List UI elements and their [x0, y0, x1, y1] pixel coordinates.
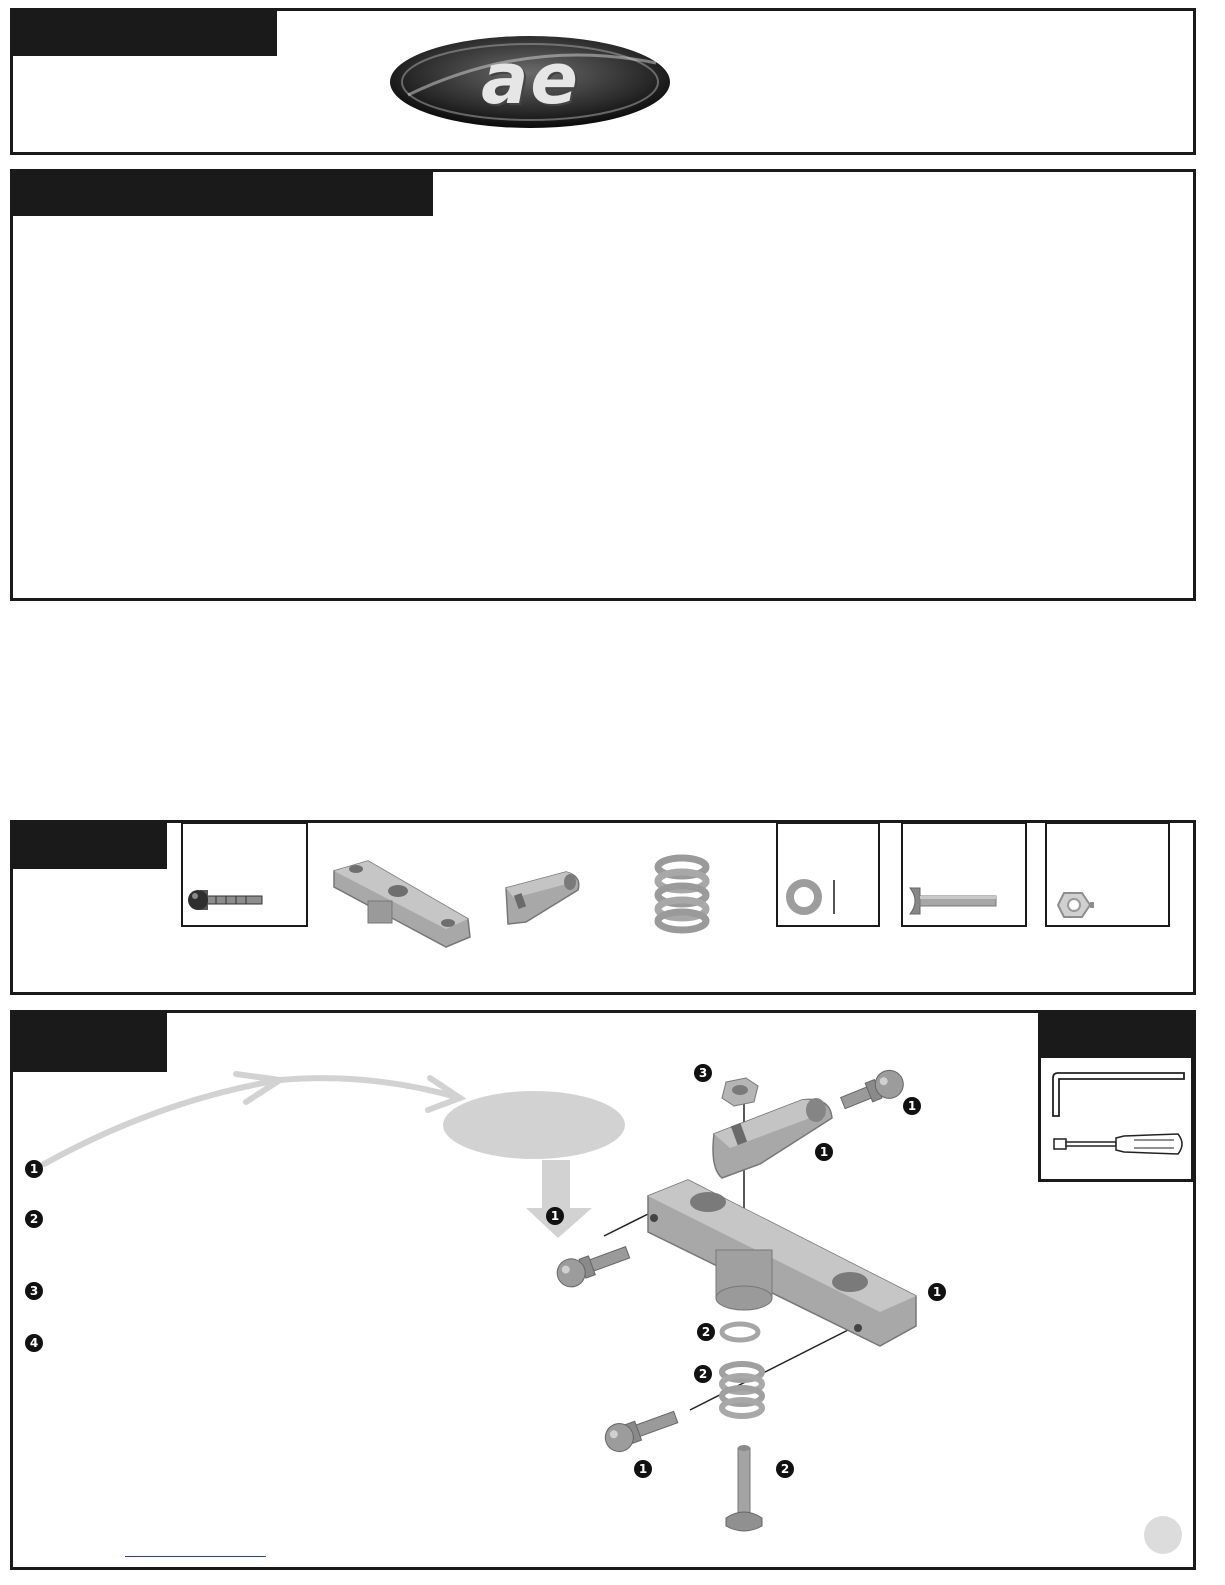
step-marker-2: 2 — [25, 1210, 43, 1228]
callout-arm: 1 — [815, 1143, 833, 1161]
step-marker-1: 1 — [25, 1160, 43, 1178]
flow-arrow — [40, 1060, 480, 1170]
exploded-diagram — [540, 1060, 980, 1540]
callout-left-ballstud: 1 — [546, 1207, 564, 1225]
footer-link-underline[interactable] — [125, 1556, 266, 1557]
callout-screw: 2 — [776, 1460, 794, 1478]
locknut-icon — [1056, 890, 1096, 920]
tools-tab — [1040, 1014, 1192, 1058]
logo-text: ae — [481, 38, 580, 120]
page-number-badge — [1144, 1516, 1182, 1554]
step-marker-4: 4 — [25, 1334, 43, 1352]
brand-logo — [388, 33, 673, 131]
description-panel — [10, 169, 1196, 601]
tail-bellcrank-icon — [328, 855, 476, 950]
callout-washer: 2 — [697, 1323, 715, 1341]
hex-wrench-icon — [1048, 1068, 1188, 1120]
button-head-screw-icon — [906, 884, 1000, 918]
callout-spring: 2 — [694, 1365, 712, 1383]
callout-locknut: 3 — [694, 1064, 712, 1082]
callout-bottom-ballstud: 1 — [634, 1460, 652, 1478]
callout-bellcrank: 1 — [928, 1283, 946, 1301]
washer-icon — [786, 878, 846, 916]
spring-icon — [652, 857, 712, 933]
bellcrank-arm-icon — [500, 868, 585, 930]
nut-driver-icon — [1050, 1130, 1188, 1158]
parts-tab — [12, 822, 167, 869]
step-marker-3: 3 — [25, 1282, 43, 1300]
description-tab — [12, 171, 433, 216]
header-tab — [12, 10, 277, 56]
callout-top-ballstud: 1 — [903, 1097, 921, 1115]
ballstud-icon — [186, 880, 266, 920]
